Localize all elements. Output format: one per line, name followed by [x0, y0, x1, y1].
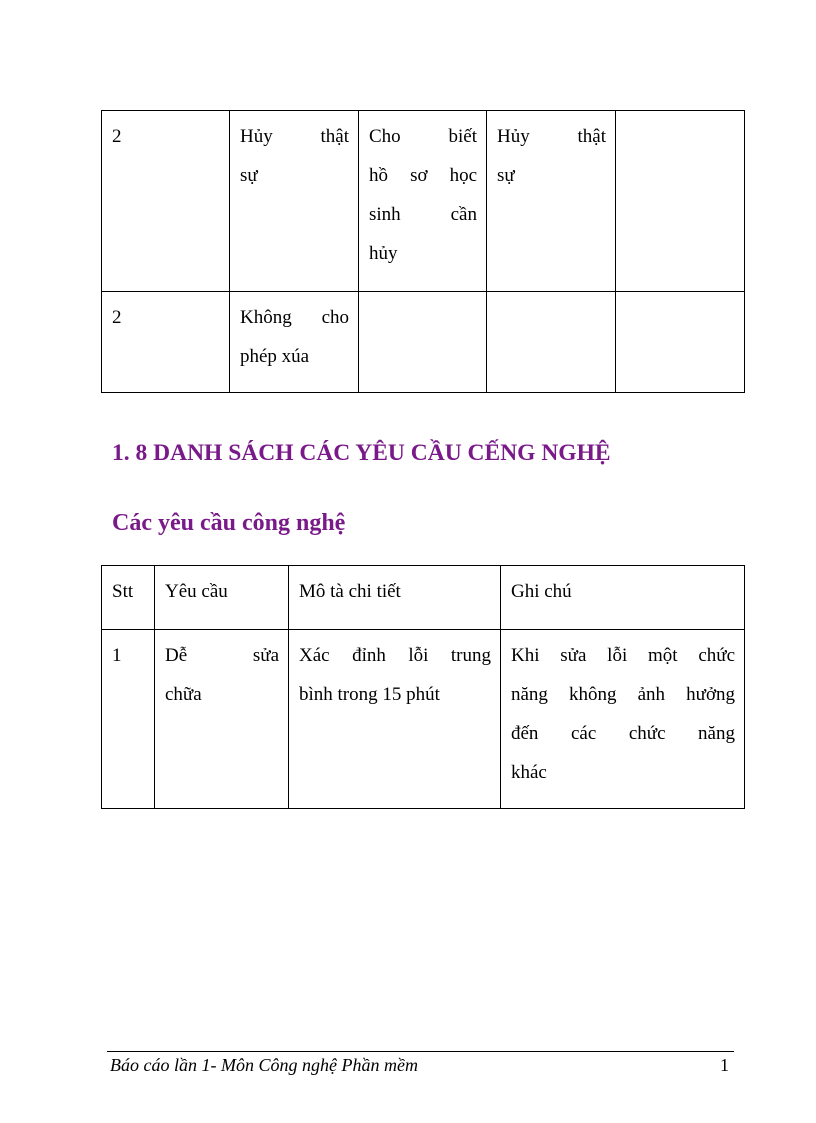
cell-empty — [359, 292, 487, 393]
header-notes: Ghi chú — [501, 566, 745, 630]
cell-description: Cho biết hồ sơ học sinh cần hủy — [359, 111, 487, 292]
cell-stt: 2 — [102, 292, 230, 393]
cell-notes: Khi sửa lỗi một chức năng không ảnh hưởng đến các chức năng khác — [501, 630, 745, 809]
cell-action: Hủy thật sự — [230, 111, 359, 292]
cell-stt: 2 — [102, 111, 230, 292]
cell-requirement: Dễ sửa chữa — [155, 630, 289, 809]
header-stt: Stt — [102, 566, 155, 630]
header-requirement: Yêu cầu — [155, 566, 289, 630]
table-row — [102, 292, 745, 393]
subsection-heading: Các yêu cầu công nghệ — [112, 510, 346, 536]
page-number: 1 — [720, 1055, 729, 1075]
section-heading: 1. 8 DANH SÁCH CÁC YÊU CẦU CẾNG NGHỆ — [112, 440, 611, 466]
cell-description: Xác đỉnh lỗi trung bình trong 15 phút — [289, 630, 501, 809]
footer-text: Báo cáo lần 1- Môn Công nghệ Phần mềm — [110, 1055, 418, 1075]
cell-result: Hủy thật sự — [487, 111, 616, 292]
cell-stt: 1 — [102, 630, 155, 809]
header-description: Mô tà chi tiết — [289, 566, 501, 630]
cell-action: Không cho phép xúa — [230, 292, 359, 393]
footer-divider — [107, 1051, 734, 1052]
cell-empty — [616, 111, 745, 292]
cell-empty — [616, 292, 745, 393]
tech-requirements-table — [101, 565, 745, 809]
table-continued — [101, 110, 745, 393]
table-header-row — [102, 566, 745, 630]
cell-empty — [487, 292, 616, 393]
table-row — [102, 630, 745, 809]
table-row — [102, 111, 745, 292]
